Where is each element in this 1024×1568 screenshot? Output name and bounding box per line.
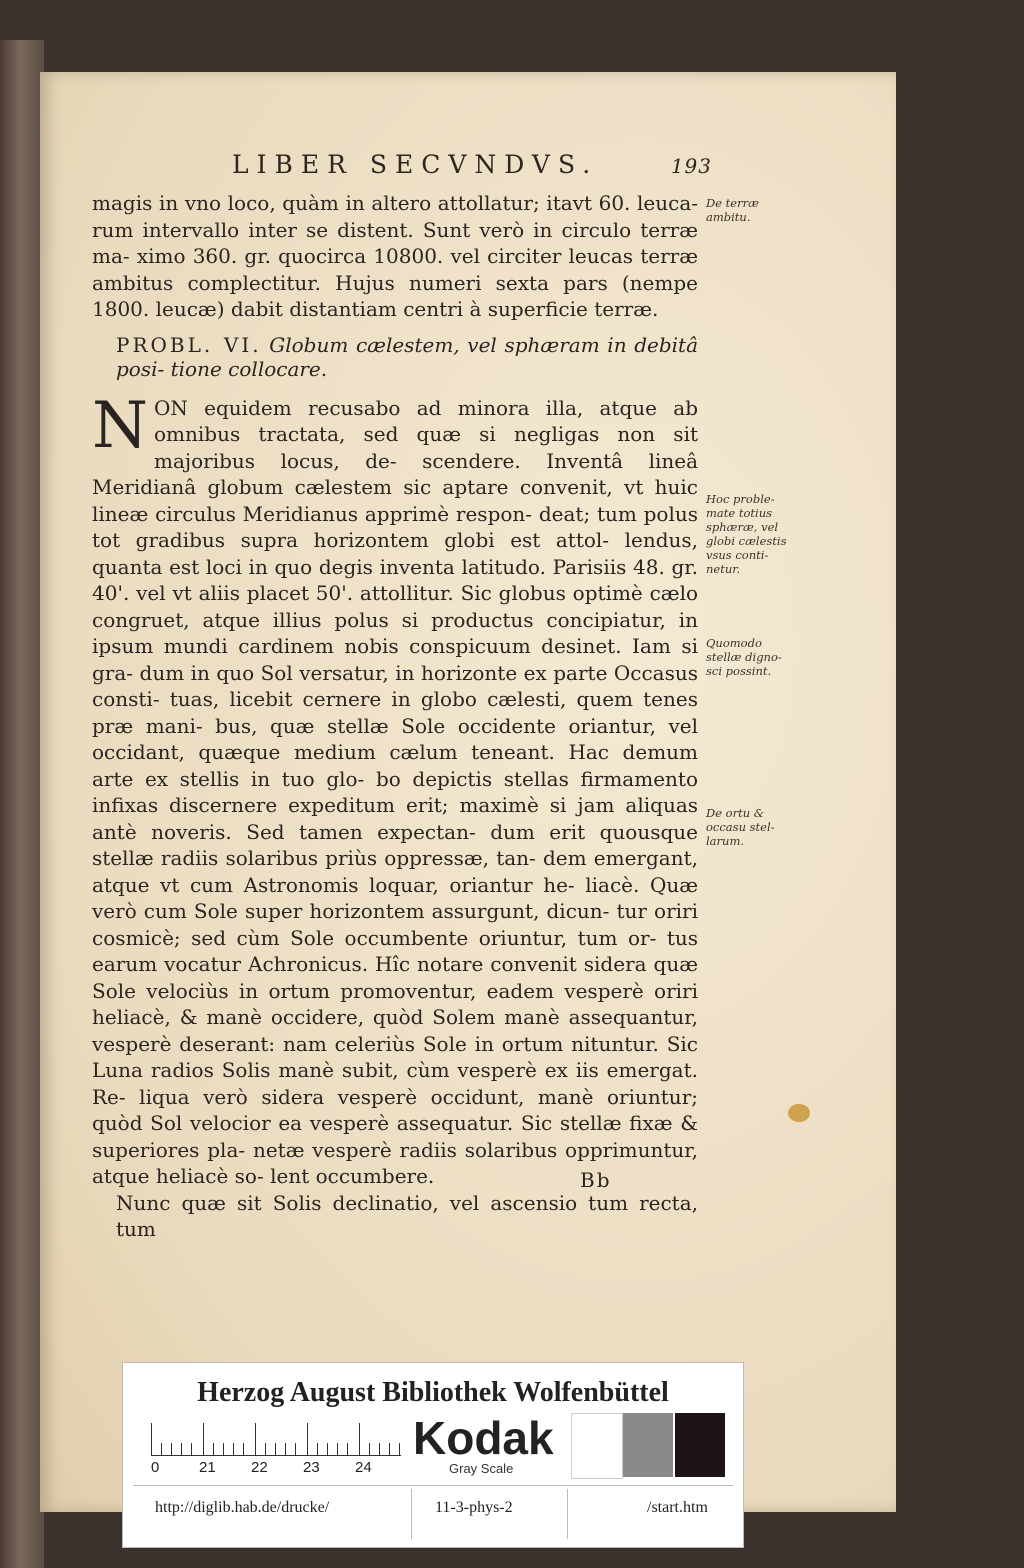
card-divider	[567, 1489, 568, 1539]
text-line: deat; tum polus tot gradibus supra horizontem globi est attol-	[92, 501, 699, 552]
text-line: tus earum vocatur Achronicus. Hîc notare convenit sidera	[92, 925, 699, 976]
kodak-logo: Kodak	[413, 1412, 554, 1464]
ruler-tick	[223, 1443, 224, 1455]
library-color-card	[122, 1362, 744, 1548]
ruler-tick	[171, 1443, 172, 1455]
margin-note-line: ambitu.	[706, 210, 751, 224]
text-line: tur oriri cosmicè; sed cùm Sole occumbente oriuntur, tum or-	[92, 899, 698, 950]
text-line: netæ vesperè radiis solaribus opprimuntur, atque heliacè so-	[92, 1137, 699, 1188]
ruler-tick	[369, 1443, 370, 1455]
text-line: tuas, licebit cernere in globo cælesti, quem tenes præ mani-	[92, 687, 698, 738]
ruler-tick	[399, 1443, 400, 1455]
margin-note-line: vsus conti-	[706, 548, 769, 562]
running-header	[232, 150, 712, 186]
margin-note-hoc-problemate	[706, 492, 794, 576]
text-line: Luna radios Solis manè subit, cùm vesperè ex iis emergat. Re-	[92, 1058, 698, 1109]
text-line: dabit distantiam centri à superficie terræ.	[230, 297, 659, 321]
ruler-tick	[359, 1423, 360, 1455]
ruler-tick	[255, 1423, 256, 1455]
ruler-label: 0	[151, 1459, 160, 1476]
ruler-tick	[191, 1443, 192, 1455]
ruler-label: 21	[199, 1459, 216, 1476]
ruler-label: 22	[251, 1459, 268, 1476]
text-line: bus, quæ stellæ Sole occidente oriantur, vel occidant, quæque	[92, 713, 699, 764]
margin-note-line: De terræ	[706, 196, 759, 210]
text-line: scendere. Inventâ lineâ Meridianâ globum cælestem sic aptare	[92, 448, 698, 499]
text-line: heliacè, & manè occidere, quòd Solem manè assequantur,	[92, 1005, 698, 1029]
text-line: convenit, vt huic lineæ circulus Meridianus apprimè respon-	[92, 475, 699, 526]
margin-note-line: De ortu &	[706, 806, 765, 820]
margin-note-quomodo-stellae	[706, 636, 794, 678]
text-line: medium cælum teneant. Hac demum arte ex stellis in tuo glo-	[92, 740, 698, 791]
text-line: dum in quo Sol versatur, in horizonte ex parte Occasus consti-	[92, 660, 699, 711]
text-line: erit; maximè si jam aliquas antè noveris. Sed tamen expectan-	[92, 793, 699, 844]
ruler-tick	[347, 1443, 348, 1455]
margin-note-line: mate totius	[706, 506, 772, 520]
ruler-tick	[151, 1423, 152, 1455]
ruler-tick	[275, 1443, 276, 1455]
ruler-tick	[317, 1443, 318, 1455]
ruler-tick	[285, 1443, 286, 1455]
ruler-tick	[233, 1443, 234, 1455]
gray-swatch-black	[675, 1413, 725, 1477]
problem-heading	[92, 333, 698, 381]
text-line: ON equidem recusabo ad minora illa, atque ab omnibus	[154, 395, 698, 446]
margin-note-line: occasu stel-	[706, 820, 775, 834]
margin-note-line: sphæræ, vel	[706, 520, 779, 534]
margin-note-line: stellæ digno-	[706, 650, 782, 664]
margin-note-de-terrae-ambitu	[706, 196, 794, 224]
text-line: ipsum mundi cardinem nobis conspicuum desinet. Iam si gra-	[92, 634, 698, 685]
ruler-tick	[337, 1443, 338, 1455]
ruler-tick	[161, 1443, 162, 1455]
ruler-tick	[307, 1423, 308, 1455]
text-line: liacè. Quæ verò cum Sole super horizontem assurgunt, dicun-	[92, 872, 699, 923]
text-line: liqua verò sidera vesperè occidunt, manè oriuntur; quòd Sol	[92, 1084, 698, 1135]
url-left: http://diglib.hab.de/drucke/	[155, 1499, 330, 1516]
text-line: complectitur. Hujus numeri sexta pars (nempe 1800. leucæ)	[92, 270, 698, 321]
text-line: vesperè deserant: nam celeriùs Sole in ortum nituntur. Sic	[92, 1031, 698, 1056]
book-edge	[0, 40, 44, 1568]
text-line: bo depictis stellas firmamento infixas discernere expeditum	[92, 766, 698, 817]
ruler-labels	[151, 1459, 411, 1479]
margin-note-de-ortu-occasu	[706, 806, 794, 848]
card-divider	[411, 1489, 412, 1539]
text-line: lendus, quanta est loci in quo degis inventa latitudo. Parisiis	[92, 528, 699, 579]
library-name: Herzog August Bibliothek Wolfenbüttel	[197, 1377, 669, 1408]
margin-note-line: sci possint.	[706, 664, 772, 678]
margin-note-line: larum.	[706, 834, 744, 848]
ruler-tick	[389, 1443, 390, 1455]
ruler-tick	[203, 1423, 204, 1455]
margin-note-line: Quomodo	[706, 636, 762, 650]
catchword: Bb	[580, 1168, 612, 1192]
text-line: dum erit quousque stellæ radiis solaribus priùs oppressæ, tan-	[92, 819, 698, 870]
text-line: lent occumbere.	[270, 1164, 435, 1188]
problem-title-continued: tione collocare.	[170, 356, 328, 381]
ruler-label: 23	[303, 1459, 320, 1476]
text-line: velocior ea vesperè assequatur. Sic stellæ fixæ & superiores pla-	[92, 1111, 699, 1162]
margin-note-line: Hoc proble-	[706, 492, 775, 506]
card-divider	[133, 1485, 733, 1486]
ruler-tick	[265, 1443, 266, 1455]
text-line: dem emergant, atque vt cum Astronomis loquar, oriantur he-	[92, 846, 698, 897]
ruler-tick	[181, 1443, 182, 1455]
ruler-tick	[327, 1443, 328, 1455]
ruler-tick	[243, 1443, 244, 1455]
ruler-tick	[379, 1443, 380, 1455]
running-title: LIBER SECVNDVS.	[232, 150, 599, 179]
page-number: 193	[670, 154, 712, 178]
body-text	[92, 190, 698, 1243]
text-line: ximo 360. gr. quocirca 10800. vel circiter leucas terræ ambitus	[92, 244, 698, 295]
ruler-label: 24	[355, 1459, 372, 1476]
main-paragraph	[92, 388, 699, 1190]
text-line: cælo congruet, atque illius polus si productus concipiatur, in	[92, 581, 698, 632]
text-line: 48. gr. 40'. vel vt aliis placet 50'. attollitur. Sic globus optimè	[92, 554, 699, 605]
text-line: rum intervallo inter se distent. Sunt verò in circulo terræ ma-	[92, 217, 698, 268]
gray-swatch-white	[571, 1413, 623, 1479]
margin-note-line: netur.	[706, 562, 741, 576]
last-line: Nunc quæ sit Solis declinatio, vel ascensio tum recta, tum	[116, 1190, 698, 1241]
drop-cap-initial: N	[92, 388, 148, 463]
text-line: tractata, sed quæ si negligas non sit majoribus locus, de-	[154, 422, 699, 473]
ruler-tick	[295, 1443, 296, 1455]
problem-title: Globum cælestem, vel sphæram in debitâ posi-	[116, 332, 699, 381]
paper-stain	[788, 1104, 810, 1122]
ruler-tick	[213, 1443, 214, 1455]
gray-scale-label: Gray Scale	[449, 1461, 514, 1476]
url-right: /start.htm	[647, 1499, 708, 1516]
problem-label: PROBL. VI.	[116, 332, 262, 357]
text-line: magis in vno loco, quàm in altero attollatur; itavt 60. leuca-	[92, 191, 698, 215]
ruler-scale	[151, 1421, 401, 1456]
shelfmark: 11-3-phys-2	[435, 1499, 513, 1516]
opening-paragraph	[92, 190, 698, 323]
gray-swatch-mid	[623, 1413, 673, 1477]
margin-note-line: globi cælestis	[706, 534, 787, 548]
text-line: quæ Sole velociùs in ortum promoventur, eadem vesperè oriri	[92, 952, 698, 1003]
